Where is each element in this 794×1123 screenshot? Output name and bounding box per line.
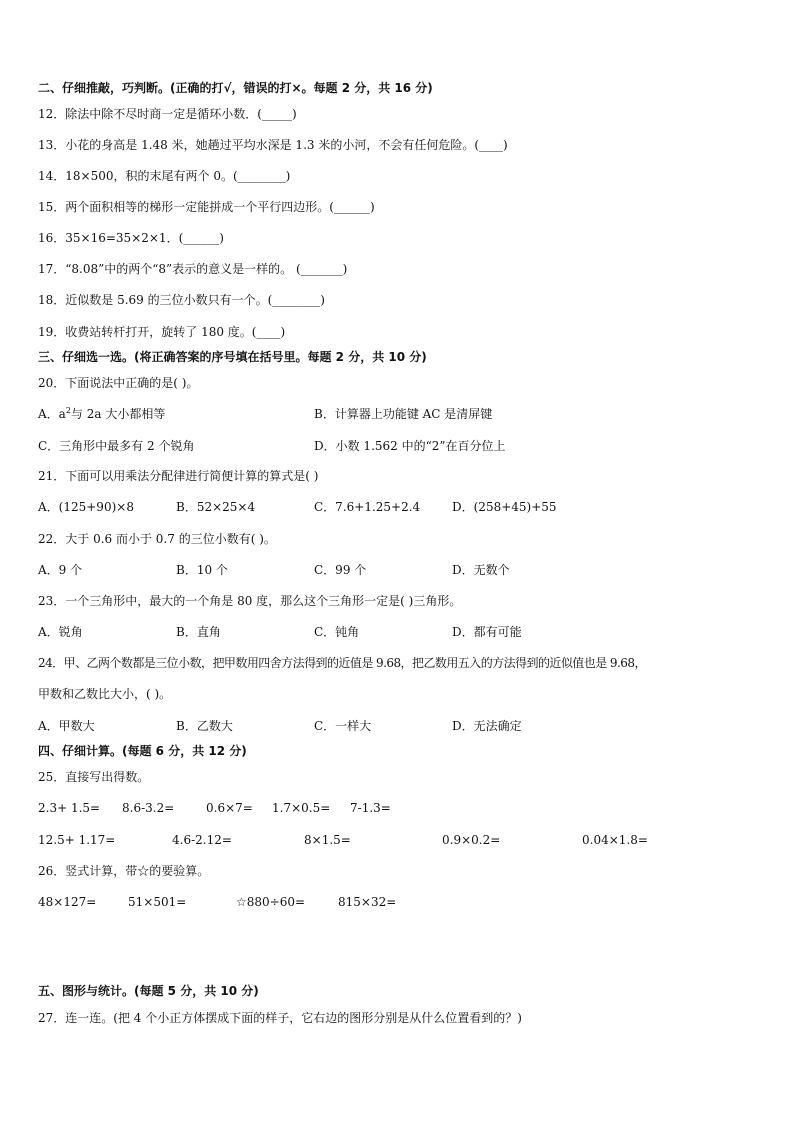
- section3-title: 三、仔细选一选。(将正确答案的序号填在括号里。每题 2 分，共 10 分): [38, 350, 427, 364]
- q25-item: 1.7×0.5=: [272, 801, 331, 815]
- q25-item: 12.5+ 1.17=: [38, 833, 116, 847]
- question-22-stem: 22．大于 0.6 而小于 0.7 的三位小数有( )。: [38, 532, 276, 546]
- question-23-stem: 23．一个三角形中，最大的一个角是 80 度，那么这个三角形一定是( )三角形。: [38, 594, 462, 608]
- question-20-stem: 20．下面说法中正确的是( )。: [38, 376, 199, 390]
- q23-option-d: D．都有可能: [452, 625, 522, 639]
- q25-item: 2.3+ 1.5=: [38, 801, 101, 815]
- q26-item: 815×32=: [338, 895, 397, 909]
- q26-item: 51×501=: [128, 895, 187, 909]
- q23-option-a: A．锐角: [38, 625, 83, 639]
- q20-option-a: [38, 406, 165, 422]
- q20-option-b: B．计算器上功能键 AC 是清屏键: [314, 407, 493, 421]
- question-12: 12．除法中除不尽时商一定是循环小数．(_____): [38, 107, 297, 121]
- section5-title: 五、图形与统计。(每题 5 分，共 10 分): [38, 984, 259, 998]
- question-27: 27．连一连。(把 4 个小正方体摆成下面的样子，它右边的图形分别是从什么位置看到的？): [38, 1011, 522, 1025]
- q25-item: 0.9×0.2=: [442, 833, 501, 847]
- q22-option-d: D．无数个: [452, 563, 510, 577]
- q22-option-b: B．10 个: [176, 563, 228, 577]
- q21-option-d: D．(258+45)+55: [452, 500, 557, 514]
- question-24-stem-line1: 24．甲、乙两个数都是三位小数，把甲数用四舍方法得到的近值是 9.68，把乙数用五入的方法得到的近似值也是 9.68，: [38, 656, 646, 670]
- section2-title: 二、仔细推敲，巧判断。(正确的打√，错误的打×。每题 2 分，共 16 分): [38, 81, 433, 95]
- question-13: 13．小花的身高是 1.48 米，她趟过平均水深是 1.3 米的小河，不会有任何危险。(____): [38, 138, 508, 152]
- q20-option-c: C．三角形中最多有 2 个锐角: [38, 439, 195, 453]
- question-25-stem: 25．直接写出得数。: [38, 770, 150, 784]
- q25-item: 0.04×1.8=: [582, 833, 648, 847]
- question-26-stem: 26．竖式计算，带☆的要验算。: [38, 864, 210, 878]
- q25-item: 8.6-3.2=: [122, 801, 175, 815]
- section4-title: 四、仔细计算。(每题 6 分，共 12 分): [38, 744, 247, 758]
- question-18: 18．近似数是 5.69 的三位小数只有一个。(________): [38, 293, 325, 307]
- q25-item: 7-1.3=: [350, 801, 391, 815]
- q24-option-c: C．一样大: [314, 719, 372, 733]
- q23-option-b: B．直角: [176, 625, 221, 639]
- q25-item: 4.6-2.12=: [172, 833, 232, 847]
- question-15: 15．两个面积相等的梯形一定能拼成一个平行四边形。(______): [38, 200, 375, 214]
- q24-option-d: D．无法确定: [452, 719, 522, 733]
- q20-option-a-base: A．a: [38, 407, 66, 421]
- q26-item: ☆880÷60=: [236, 895, 306, 909]
- question-17: 17．“8.08”中的两个“8”表示的意义是一样的。 (_______): [38, 262, 348, 276]
- q24-option-b: B．乙数大: [176, 719, 233, 733]
- q26-item: 48×127=: [38, 895, 97, 909]
- question-21-stem: 21．下面可以用乘法分配律进行简便计算的算式是( ): [38, 469, 319, 483]
- q21-option-c: C．7.6+1.25+2.4: [314, 500, 421, 514]
- question-16: 16．35×16=35×2×1．(______): [38, 231, 224, 245]
- question-19: 19．收费站转杆打开，旋转了 180 度。(____): [38, 325, 286, 339]
- question-24-stem-line2: 甲数和乙数比大小，( )。: [38, 687, 172, 701]
- q23-option-c: C．钝角: [314, 625, 360, 639]
- q25-item: 0.6×7=: [206, 801, 253, 815]
- q24-option-a: A．甲数大: [38, 719, 95, 733]
- q20-option-a-exponent: 2: [65, 406, 71, 415]
- question-14: 14．18×500，积的末尾有两个 0。(________): [38, 169, 291, 183]
- q25-item: 8×1.5=: [304, 833, 351, 847]
- q21-option-a: A．(125+90)×8: [38, 500, 134, 514]
- q20-option-d: D．小数 1.562 中的“2”在百分位上: [314, 439, 506, 453]
- q21-option-b: B．52×25×4: [176, 500, 256, 514]
- q20-option-a-rest: 与 2a 大小都相等: [70, 407, 166, 421]
- q22-option-a: A．9 个: [38, 563, 83, 577]
- q22-option-c: C．99 个: [314, 563, 367, 577]
